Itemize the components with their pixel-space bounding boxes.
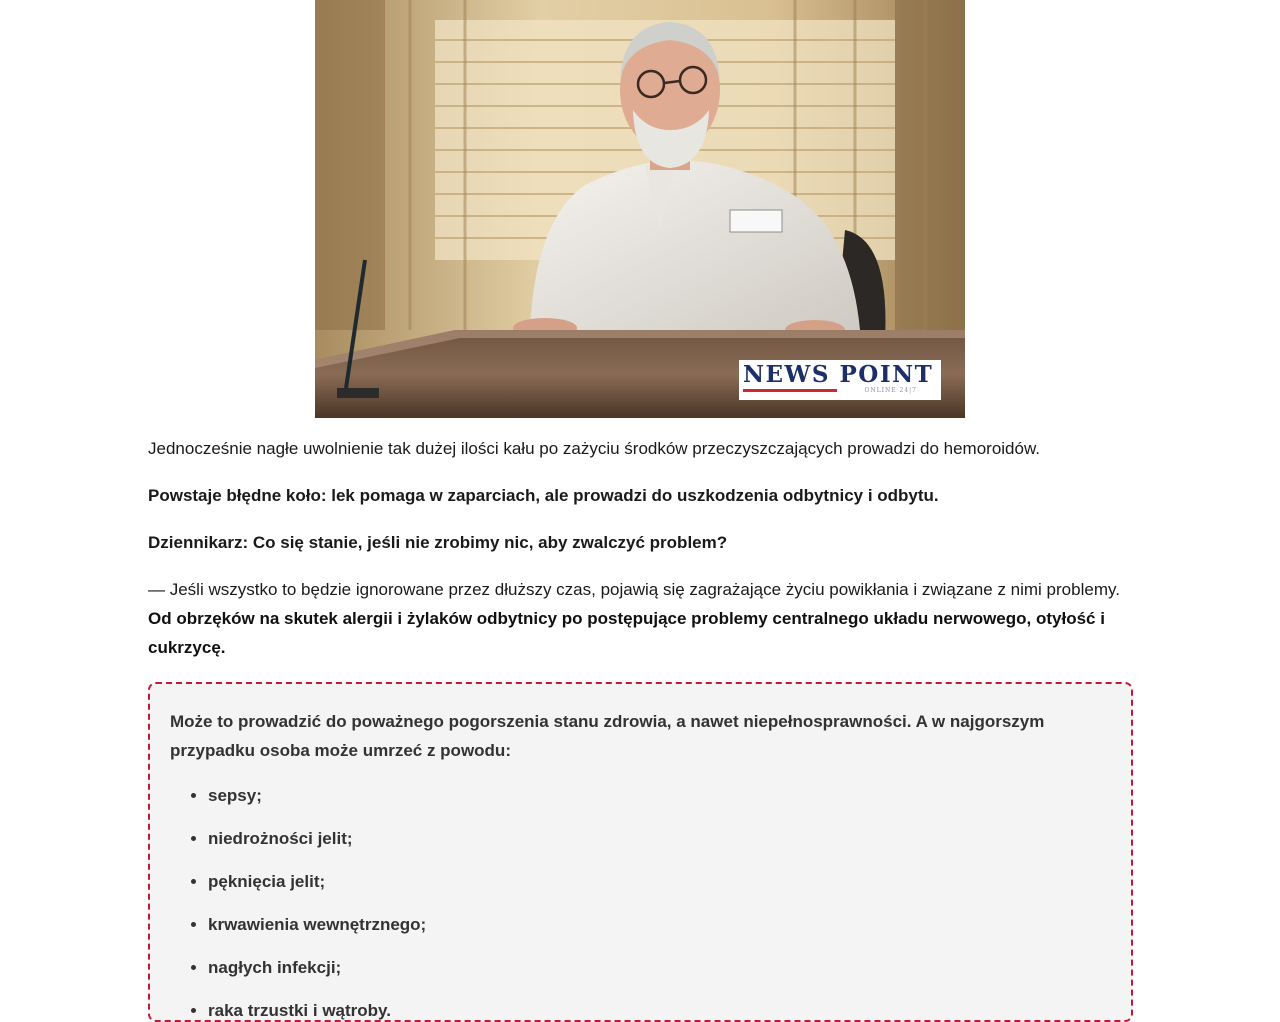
paragraph-answer <box>148 575 1133 662</box>
article-body <box>148 0 1133 1022</box>
list-item: • krwawienia wewnętrznego; <box>208 914 1111 936</box>
news-point-logo <box>739 360 941 400</box>
logo-subtitle: ONLINE 24|7 <box>864 387 917 394</box>
list-item: • pęknięcia jelit; <box>208 871 1111 893</box>
warning-list <box>170 785 1111 1022</box>
list-item: • raka trzustki i wątroby. <box>208 1000 1111 1022</box>
warning-box <box>148 682 1133 1022</box>
answer-bold-text: Od obrzęków na skutek alergii i żylaków odbytnicy po postępujące problemy centralnego układu nerwowego, otyłość i cukrzycę. <box>148 609 1105 657</box>
answer-plain-text: — Jeśli wszystko to będzie ignorowane przez dłuższy czas, pojawią się zagrażające życiu powikłania i związane z nimi problemy. <box>148 580 1120 599</box>
warning-intro: Może to prowadzić do poważnego pogorszenia stanu zdrowia, a nawet niepełnosprawności. A w najgorszym przypadku osoba może umrzeć z powodu: <box>170 712 1045 760</box>
paragraph-vicious-circle: Powstaje błędne koło: lek pomaga w zaparciach, ale prowadzi do uszkodzenia odbytnicy i odbytu. <box>148 486 939 505</box>
paragraph-hemorrhoids: Jednocześnie nagłe uwolnienie tak dużej ilości kału po zażyciu środków przeczyszczających prowadzi do hemoroidów. <box>148 439 1041 458</box>
list-item: • nagłych infekcji; <box>208 957 1111 979</box>
article-photo <box>315 0 965 418</box>
paragraph-journalist-question: Dziennikarz: Co się stanie, jeśli nie zrobimy nic, aby zwalczyć problem? <box>148 533 728 552</box>
list-item: • sepsy; <box>208 785 1111 807</box>
doctor-photo-illustration <box>315 0 965 418</box>
logo-title: NEWS POINT <box>743 361 934 388</box>
logo-underline <box>743 389 837 392</box>
list-item: • niedrożności jelit; <box>208 828 1111 850</box>
